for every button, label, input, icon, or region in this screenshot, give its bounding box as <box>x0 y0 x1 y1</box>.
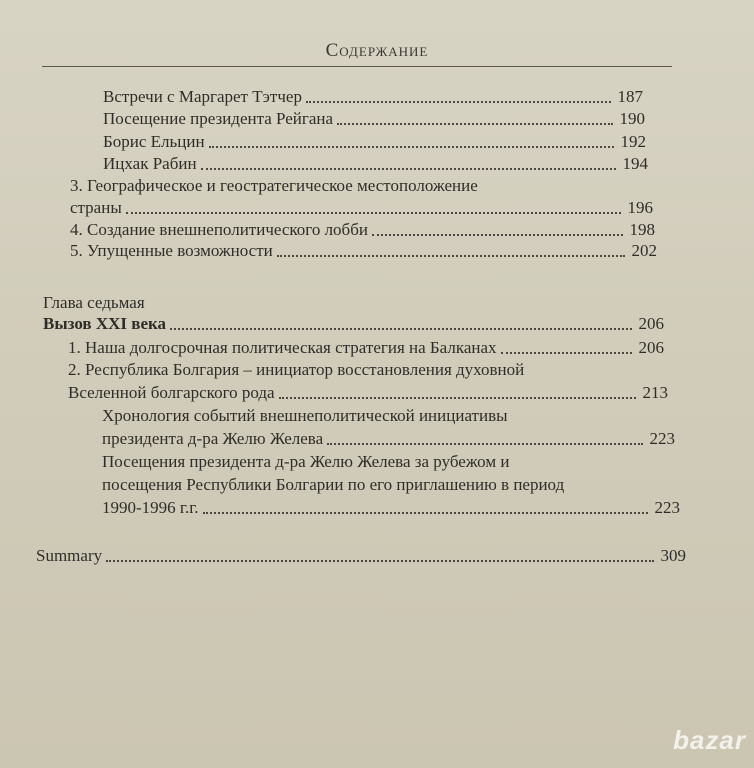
summary-entry <box>36 545 686 567</box>
toc-entry-page: 192 <box>620 132 646 151</box>
dot-leader <box>170 324 632 330</box>
chapter-entry <box>43 313 664 335</box>
toc-entry <box>103 108 645 130</box>
toc-entry-title-line2: посещения Республики Болгарии по его приглашению в период <box>102 475 565 494</box>
dot-leader <box>209 142 614 148</box>
header-rule <box>42 66 672 67</box>
toc-entry-page: 206 <box>638 338 664 357</box>
toc-entry-page: 309 <box>660 546 686 565</box>
dot-leader <box>279 393 636 399</box>
summary-title: Summary <box>36 546 103 565</box>
dot-leader <box>277 251 625 257</box>
toc-entry <box>68 382 668 404</box>
dot-leader <box>306 97 611 103</box>
toc-entry <box>103 86 643 108</box>
dot-leader <box>106 556 654 562</box>
toc-entry-title-line1: Посещения президента д-ра Желю Желева за рубежом и <box>102 452 510 471</box>
toc-entry-page: 198 <box>629 220 655 239</box>
toc-entry-title: 5. Упущенные возможности <box>70 241 273 260</box>
dot-leader <box>203 508 648 514</box>
toc-entry-title: 4. Создание внешнеполитического лобби <box>70 220 368 239</box>
toc-entry <box>102 497 680 519</box>
toc-entry-title: 1. Наша долгосрочная политическая стратегия на Балканах <box>68 338 497 357</box>
toc-entry-title-line1: 3. Географическое и геостратегическое местоположение <box>70 176 478 195</box>
toc-entry-title-line1: 2. Республика Болгария – инициатор восстановления духовной <box>68 360 525 379</box>
toc-entry <box>102 428 675 450</box>
page-header: Содержание <box>325 40 429 61</box>
toc-entry <box>103 153 648 175</box>
toc-entry-page: 194 <box>622 154 648 173</box>
toc-entry-title-line2: президента д-ра Желю Желева <box>102 429 324 448</box>
toc-entry-page: 202 <box>631 241 657 260</box>
toc-entry <box>68 337 664 359</box>
toc-entry-title: Ицхак Рабин <box>103 154 197 173</box>
toc-entry-title-line3: 1990-1996 г.г. <box>102 498 199 517</box>
toc-entry-title: Посещение президента Рейгана <box>103 109 334 128</box>
chapter-label: Глава седьмая <box>43 293 145 312</box>
toc-entry-page: 223 <box>649 429 675 448</box>
toc-entry-page: 206 <box>638 314 664 333</box>
toc-entry-page: 196 <box>627 198 653 217</box>
dot-leader <box>337 119 613 125</box>
toc-entry-page: 190 <box>619 109 645 128</box>
toc-entry <box>70 240 657 262</box>
toc-entry-page: 223 <box>654 498 680 517</box>
dot-leader <box>201 164 616 170</box>
toc-entry-page: 213 <box>642 383 668 402</box>
toc-entry <box>103 131 646 153</box>
dot-leader <box>126 208 621 214</box>
toc-entry-title: Борис Ельцин <box>103 132 205 151</box>
toc-entry-title: Встречи с Маргарет Тэтчер <box>103 87 302 106</box>
toc-entry-title-line1: Хронология событий внешнеполитической инициативы <box>102 406 508 425</box>
dot-leader <box>327 439 643 445</box>
dot-leader <box>501 348 632 354</box>
toc-entry-title-line2: Вселенной болгарского рода <box>68 383 275 402</box>
toc-entry-title-line2: страны <box>70 198 122 217</box>
bazar-watermark: bazar <box>673 725 746 755</box>
toc-entry <box>70 197 653 219</box>
chapter-title: Вызов XXI века <box>43 314 167 333</box>
toc-entry <box>70 219 655 241</box>
toc-entry-page: 187 <box>617 87 643 106</box>
dot-leader <box>372 230 623 236</box>
